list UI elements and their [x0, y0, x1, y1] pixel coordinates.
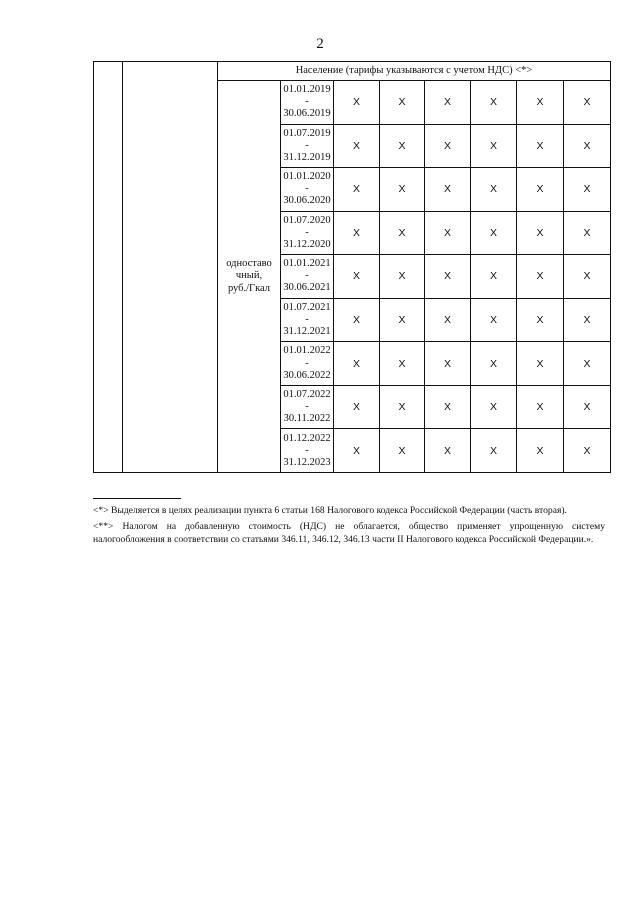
period-start: 01.01.2019 [283, 84, 331, 96]
unit-cell [218, 81, 281, 473]
value-cell: X [425, 81, 471, 125]
period-sep: - [305, 183, 309, 195]
value-cell: X [517, 81, 564, 125]
value-cell: X [334, 385, 380, 429]
value-cell: X [517, 385, 564, 429]
value-cell: X [517, 255, 564, 299]
period-cell [281, 255, 334, 299]
period-sep: - [305, 401, 309, 413]
period-end: 31.12.2023 [283, 456, 331, 468]
period-end: 30.06.2019 [283, 108, 331, 120]
period-end: 30.06.2022 [283, 369, 331, 381]
value-cell: X [517, 124, 564, 168]
period-cell [281, 385, 334, 429]
tariff-table-body [94, 62, 611, 473]
value-cell: X [517, 168, 564, 212]
value-cell: X [380, 342, 425, 386]
value-cell: X [425, 342, 471, 386]
period-end: 30.06.2021 [283, 282, 331, 294]
value-cell: X [564, 211, 611, 255]
value-cell: X [380, 81, 425, 125]
value-cell: X [471, 255, 517, 299]
period-cell [281, 429, 334, 473]
value-cell: X [564, 81, 611, 125]
value-cell: X [564, 429, 611, 473]
value-cell: X [380, 385, 425, 429]
footnote-1: <*> Выделяется в целях реализации пункта 6 статьи 168 Налогового кодекса Российской Федерации (часть вторая). [93, 505, 567, 516]
period-start: 01.07.2019 [283, 127, 331, 139]
value-cell: X [380, 429, 425, 473]
value-cell: X [471, 342, 517, 386]
value-cell: X [564, 342, 611, 386]
value-cell: X [334, 211, 380, 255]
period-sep: - [305, 444, 309, 456]
period-start: 01.01.2020 [283, 171, 331, 183]
value-cell: X [380, 298, 425, 342]
period-end: 31.12.2020 [283, 238, 331, 250]
value-cell: X [425, 168, 471, 212]
period-cell [281, 124, 334, 168]
footnote-divider [93, 498, 181, 499]
table-header-row [94, 62, 611, 81]
value-cell: X [380, 255, 425, 299]
period-sep: - [305, 96, 309, 108]
value-cell: X [517, 211, 564, 255]
period-cell [281, 298, 334, 342]
empty-column-1 [94, 62, 123, 473]
period-end: 30.11.2022 [283, 413, 331, 425]
period-sep: - [305, 139, 309, 151]
value-cell: X [425, 429, 471, 473]
period-start: 01.07.2022 [283, 389, 331, 400]
value-cell: X [564, 298, 611, 342]
value-cell: X [334, 81, 380, 125]
value-cell: X [425, 124, 471, 168]
footnote-2: <**> Налогом на добавленную стоимость (НДС) не облагается, общество применяет упрощенную систему налогообложения в соответствии со статьями 346.11, 346.12, 346.13 части II Налогового кодекса Российской Федерации.». [93, 521, 605, 545]
value-cell: X [425, 385, 471, 429]
value-cell: X [425, 211, 471, 255]
period-end: 30.06.2020 [283, 195, 331, 207]
value-cell: X [517, 429, 564, 473]
value-cell: X [380, 168, 425, 212]
unit-line: чный, [235, 270, 263, 282]
tariff-table [93, 61, 611, 473]
value-cell: X [425, 298, 471, 342]
period-sep: - [305, 226, 309, 238]
value-cell: X [471, 124, 517, 168]
value-cell: X [564, 385, 611, 429]
value-cell: X [471, 168, 517, 212]
value-cell: X [564, 124, 611, 168]
value-cell: X [334, 298, 380, 342]
page-number: 2 [316, 36, 324, 52]
value-cell: X [471, 211, 517, 255]
period-sep: - [305, 357, 309, 369]
value-cell: X [380, 124, 425, 168]
value-cell: X [471, 385, 517, 429]
empty-column-2 [123, 62, 218, 473]
period-end: 31.12.2021 [283, 326, 331, 338]
period-sep: - [305, 313, 309, 325]
footnotes [93, 504, 605, 549]
period-sep: - [305, 270, 309, 282]
value-cell: X [425, 255, 471, 299]
value-cell: X [334, 255, 380, 299]
period-start: 01.07.2020 [283, 214, 331, 226]
value-cell: X [334, 168, 380, 212]
unit-line: руб./Гкал [227, 282, 271, 294]
population-header: Население (тарифы указываются с учетом НДС) <*> [218, 62, 611, 81]
period-start: 01.01.2022 [283, 345, 331, 357]
period-cell [281, 211, 334, 255]
value-cell: X [334, 429, 380, 473]
value-cell: X [380, 211, 425, 255]
period-cell [281, 81, 334, 125]
value-cell: X [471, 298, 517, 342]
period-cell [281, 168, 334, 212]
value-cell: X [517, 298, 564, 342]
unit-line: одноставо [226, 258, 272, 270]
period-start: 01.01.2021 [283, 258, 331, 270]
value-cell: X [564, 255, 611, 299]
value-cell: X [334, 342, 380, 386]
value-cell: X [564, 168, 611, 212]
value-cell: X [334, 124, 380, 168]
period-start: 01.12.2022 [283, 432, 331, 444]
period-end: 31.12.2019 [283, 151, 331, 163]
value-cell: X [471, 81, 517, 125]
value-cell: X [517, 342, 564, 386]
period-cell [281, 342, 334, 386]
period-start: 01.07.2021 [283, 301, 331, 313]
value-cell: X [471, 429, 517, 473]
